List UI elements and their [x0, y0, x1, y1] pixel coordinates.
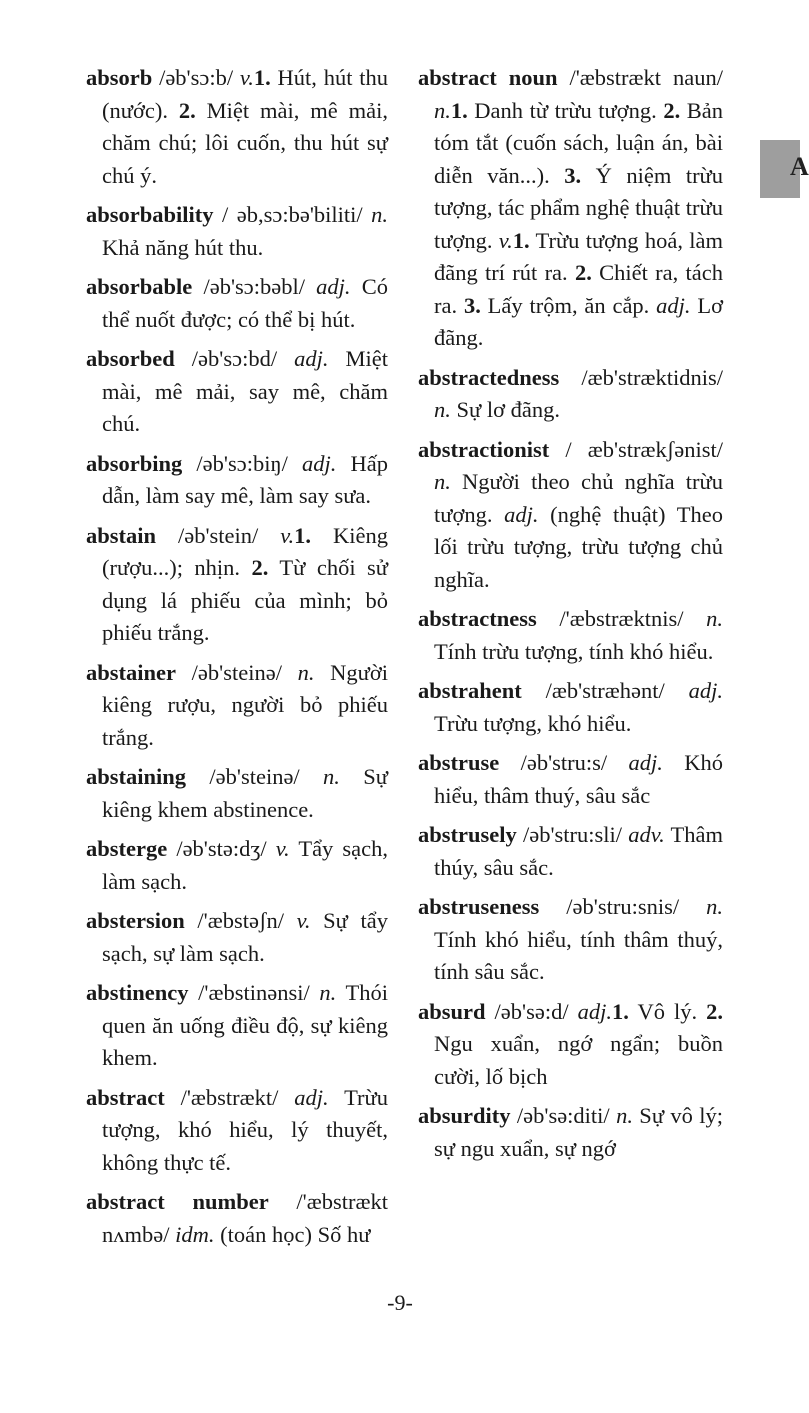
entry-headword: abstinency: [86, 980, 189, 1005]
part-of-speech: adj.: [688, 678, 723, 703]
sense-number: 2.: [706, 998, 723, 1024]
part-of-speech: adj.: [577, 998, 612, 1024]
dictionary-entry: [86, 657, 388, 755]
entry-headword: absorbed: [86, 346, 175, 371]
pronunciation: /əb'stru:snis/: [539, 894, 707, 919]
definition-text: Trừu tượng, khó hiểu.: [434, 710, 632, 736]
part-of-speech: adj.: [316, 274, 351, 299]
entry-headword: abstractionist: [418, 436, 550, 462]
sense-number: 1.: [612, 998, 629, 1024]
part-of-speech: n.: [434, 469, 451, 494]
definition-text: Từ chối sử dụng lá phiếu của mình; bỏ phiếu trắng.: [102, 555, 388, 645]
dictionary-entry: [86, 905, 388, 970]
entry-headword: abstract number: [86, 1189, 269, 1214]
pronunciation: /əb'sɔ:bəbl/: [192, 274, 317, 299]
pronunciation: /əb'sɔ:biŋ/: [182, 450, 302, 476]
part-of-speech: n.: [706, 606, 723, 631]
part-of-speech: n.: [371, 202, 388, 227]
definition-text: Sự vô lý; sự ngu xuẩn, sự ngớ: [434, 1103, 723, 1161]
part-of-speech: v.: [239, 65, 254, 90]
definition-text: (nghệ thuật) Theo lối trừu tượng, trừu tượng chủ nghĩa.: [434, 501, 723, 592]
pronunciation: /əb'sɔ:bd/: [174, 346, 295, 371]
part-of-speech: v.: [280, 522, 295, 548]
part-of-speech: adj.: [628, 750, 663, 775]
part-of-speech: v.: [275, 836, 290, 861]
definition-text: Trừu tượng, khó hiểu, lý thuyết, không thực tế.: [102, 1084, 388, 1175]
definition-text: Miệt mài, mê mải, say mê, chăm chú.: [102, 346, 388, 436]
part-of-speech: v.: [296, 908, 311, 933]
entry-headword: absorb: [86, 65, 153, 90]
entry-headword: abstrusely: [418, 822, 517, 847]
pronunciation: /'æbstræktnis/: [536, 606, 707, 631]
definition-text: Khả năng hút thu.: [102, 234, 264, 260]
dictionary-entry: [86, 833, 388, 898]
entry-headword: abstruse: [418, 750, 500, 775]
entry-headword: absorbing: [86, 450, 183, 476]
definition-text: Tẩy sạch, làm sạch.: [102, 836, 388, 894]
pronunciation: /əb'sə:diti/: [510, 1103, 617, 1128]
sense-number: 3.: [463, 292, 481, 318]
dictionary-entry: [418, 434, 723, 597]
pronunciation: /əb'sə:d/: [485, 998, 578, 1024]
definition-text: Trừu tượng hoá, làm đãng trí rút ra.: [434, 227, 723, 285]
sense-number: 1.: [512, 227, 530, 253]
definition-text: Danh từ trừu tượng.: [467, 97, 664, 123]
definition-text: Lơ đãng.: [434, 292, 723, 350]
definition-text: Lấy trộm, ăn cắp.: [480, 292, 657, 318]
part-of-speech: n.: [323, 764, 340, 789]
entry-headword: abstersion: [86, 908, 185, 933]
definition-text: Ý niệm trừu tượng, tác phẩm nghệ thuật trừu tượng.: [434, 162, 724, 253]
dictionary-entry: [418, 747, 723, 812]
sense-number: 2.: [178, 97, 196, 123]
right-column: [418, 62, 723, 1172]
dictionary-entry: [86, 199, 388, 264]
definition-text: Thâm thúy, sâu sắc.: [434, 822, 723, 880]
part-of-speech: n.: [297, 659, 315, 685]
entry-headword: absterge: [86, 836, 168, 861]
part-of-speech: n.: [434, 397, 451, 422]
part-of-speech: v.: [498, 227, 513, 253]
dictionary-entry: [86, 62, 388, 192]
pronunciation: /əb'stə:dʒ/: [167, 836, 276, 861]
part-of-speech: n.: [706, 894, 723, 919]
definition-text: (toán học) Số hư: [214, 1221, 371, 1247]
left-column: [86, 62, 388, 1258]
dictionary-entry: [86, 1186, 388, 1251]
pronunciation: /'æbstrækt nʌmbə/: [102, 1189, 388, 1247]
entry-headword: absorbability: [86, 202, 214, 227]
definition-text: Tính khó hiểu, tính thâm thuý, tính sâu sắc.: [434, 926, 723, 984]
sense-number: 3.: [564, 162, 582, 188]
dictionary-entry: [86, 977, 388, 1075]
part-of-speech: adv.: [628, 822, 665, 847]
definition-text: Tính trừu tượng, tính khó hiểu.: [434, 638, 714, 664]
part-of-speech: n.: [434, 97, 451, 123]
dictionary-entry: [418, 1100, 723, 1165]
part-of-speech: n.: [319, 980, 337, 1005]
definition-text: Ngu xuẩn, ngớ ngẩn; buồn cười, lố bịch: [434, 1031, 723, 1089]
definition-text: Người kiêng rượu, người bỏ phiếu trắng.: [102, 659, 388, 750]
sense-number: 2.: [574, 260, 592, 285]
definition-text: Khó hiểu, thâm thuý, sâu sắc: [434, 750, 723, 808]
sense-number: 1.: [253, 65, 271, 90]
definition-text: Bản tóm tắt (cuốn sách, luận án, bài diễn văn...).: [434, 97, 723, 188]
definition-text: Thói quen ăn uống điều độ, sự kiêng khem.: [102, 980, 388, 1070]
part-of-speech: adj.: [656, 292, 691, 318]
dictionary-entry: [86, 271, 388, 336]
entry-headword: abstain: [86, 522, 157, 548]
entry-headword: abstractness: [418, 606, 537, 631]
definition-text: Miệt mài, mê mải, chăm chú; lôi cuốn, thu hút sự chú ý.: [102, 97, 388, 188]
dictionary-entry: [418, 891, 723, 989]
dictionary-entry: [418, 362, 723, 427]
dictionary-entry: [86, 1082, 388, 1180]
page-number: -9-: [387, 1290, 413, 1315]
pronunciation: /'æbstəʃn/: [184, 908, 297, 933]
section-thumb-tab: [760, 140, 809, 198]
section-letter: A: [790, 152, 809, 181]
entry-headword: abstrahent: [418, 678, 522, 703]
entry-headword: abstaining: [86, 764, 187, 789]
pronunciation: / əb,sɔ:bə'biliti/: [213, 202, 372, 227]
definition-text: Vô lý.: [628, 998, 707, 1024]
dictionary-entry: [418, 996, 723, 1094]
pronunciation: /'æbstinənsi/: [188, 980, 320, 1005]
entry-headword: abstract: [86, 1084, 165, 1110]
entry-headword: abstract noun: [418, 65, 558, 90]
definition-text: Sự lơ đãng.: [450, 397, 560, 422]
definition-text: Chiết ra, tách ra.: [434, 260, 723, 318]
dictionary-entry: [86, 520, 388, 650]
pronunciation: /'æbstrækt naun/: [557, 65, 723, 90]
sense-number: 2.: [251, 555, 269, 580]
dictionary-entry: [86, 761, 388, 826]
entry-headword: abstruseness: [418, 894, 540, 919]
part-of-speech: adj.: [294, 346, 329, 371]
definition-text: Người theo chủ nghĩa trừu tượng.: [434, 469, 723, 527]
pronunciation: /'æbstrækt/: [164, 1084, 295, 1110]
part-of-speech: idm.: [175, 1221, 215, 1247]
definition-text: Sự kiêng khem abstinence.: [102, 764, 388, 822]
pronunciation: /æb'stræhənt/: [521, 678, 689, 703]
pronunciation: / æb'strækʃənist/: [549, 436, 723, 462]
dictionary-entry: [418, 603, 723, 668]
pronunciation: /əb'sɔ:b/: [152, 65, 240, 90]
pronunciation: /əb'stein/: [156, 522, 281, 548]
definition-text: Có thể nuốt được; có thể bị hút.: [102, 274, 388, 332]
pronunciation: /əb'steinə/: [186, 764, 324, 789]
dictionary-entry: [86, 343, 388, 441]
pronunciation: /əb'stru:s/: [499, 750, 629, 775]
pronunciation: /æb'stræktidnis/: [559, 364, 723, 390]
sense-number: 2.: [663, 97, 681, 123]
part-of-speech: adj.: [294, 1084, 329, 1110]
dictionary-entry: [86, 448, 388, 513]
definition-text: Hấp dẫn, làm say mê, làm say sưa.: [102, 450, 388, 508]
part-of-speech: adj.: [504, 501, 539, 527]
definition-text: Kiêng (rượu...); nhịn.: [102, 522, 388, 580]
entry-headword: absurdity: [418, 1103, 511, 1128]
part-of-speech: adj.: [301, 450, 337, 476]
sense-number: 1.: [450, 97, 468, 123]
part-of-speech: n.: [616, 1103, 633, 1128]
dictionary-entry: [418, 819, 723, 884]
entry-headword: abstractedness: [418, 364, 560, 390]
entry-headword: absorbable: [86, 274, 193, 299]
definition-text: Sự tẩy sạch, sự làm sạch.: [102, 908, 388, 966]
entry-headword: abstainer: [86, 659, 176, 685]
pronunciation: /əb'steinə/: [176, 659, 298, 685]
dictionary-entry: [418, 62, 723, 355]
sense-number: 1.: [294, 522, 312, 548]
entry-headword: absurd: [418, 998, 486, 1024]
pronunciation: /əb'stru:sli/: [516, 822, 629, 847]
definition-text: Hút, hút thu (nước).: [102, 65, 388, 123]
dictionary-entry: [418, 675, 723, 740]
